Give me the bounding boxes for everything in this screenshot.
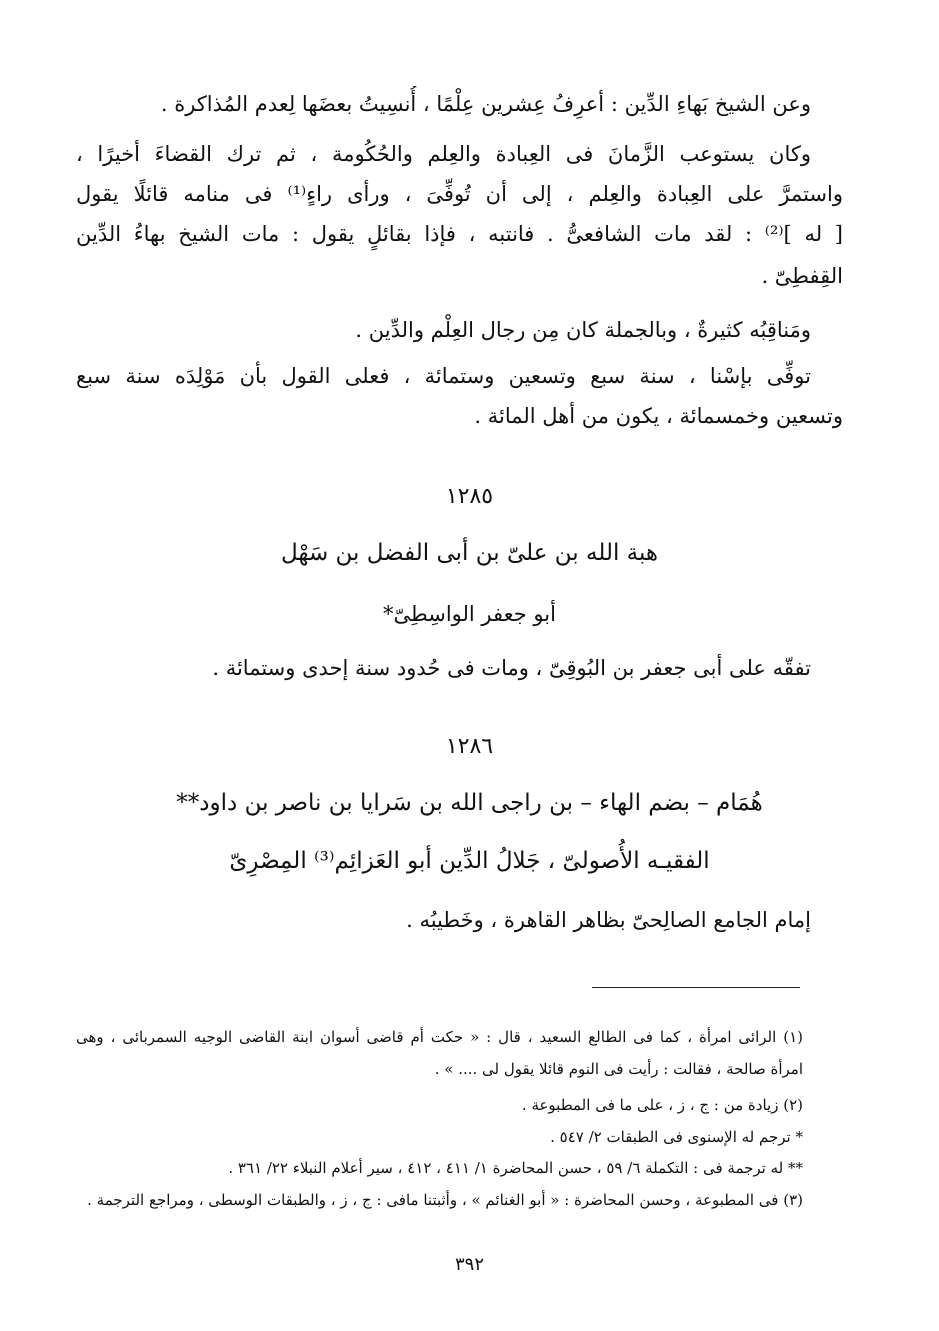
page-number: ٣٩٢ [454, 1254, 484, 1275]
body-line: القِفطِىّ . [761, 264, 843, 288]
body-line: ومَناقِبُه كثيرةٌ ، وبالجملة كان مِن رجال العِلْم والدِّين . [355, 318, 811, 342]
body-line: وتسعين وخمسمائة ، يكون من أهل المائة . [474, 404, 843, 428]
entry-number: ١٢٨٥ [445, 484, 494, 509]
body-line: وكان يستوعب الزَّمانَ فى العِبادة والعِلم والحُكُومة ، ثم ترك القضاءَ أخيرًا ، [76, 142, 811, 166]
entry-name: هبة الله بن علىّ بن أبى الفضل بن سَهْل [280, 540, 659, 566]
entry-kunya: أبو جعفر الواسِطِىّ* [383, 602, 556, 626]
footnote: * ترجم له الإسنوى فى الطبقات ٢/ ٥٤٧ . [550, 1128, 803, 1146]
entry-number: ١٢٨٦ [445, 734, 494, 759]
footnote: (٢) زيادة من : ج ، ز ، على ما فى المطبوعة . [521, 1096, 803, 1114]
body-line: [ له ]⁽²⁾ : لقد مات الشافعىُّ . فانتبه ، فإذا بقائلٍ يقول : مات الشيخ بهاءُ الدِّين [76, 222, 843, 246]
footnote: امرأة صالحة ، فقالت : رأيت فى النوم قائلا يقول لى .... » . [434, 1060, 803, 1078]
footnote: (٣) فى المطبوعة ، وحسن المحاضرة : « أبو الغنائم » ، وأثبتنا مافى : ج ، ز ، والطبقات الوسطى ، ومراجع الترجمة . [87, 1191, 803, 1209]
entry-kunya: الفقيـه الأُصولىّ ، جَلالُ الدِّين أبو العَزائِم⁽³⁾ المِصْرِىّ [229, 848, 710, 874]
entry-text: تفقّه على أبى جعفر بن البُوقِىّ ، ومات فى حُدود سنة إحدى وستمائة . [212, 656, 811, 680]
body-line: وعن الشيخ بَهاءِ الدِّين : أعرِفُ عِشرين عِلْمًا ، أُنسِيتُ بعضَها لِعدم المُذاكرة . [160, 92, 811, 116]
footnote: ** له ترجمة فى : التكملة ٦/ ٥٩ ، حسن المحاضرة ١/ ٤١١ ، ٤١٢ ، سير أعلام النبلاء ٢٢/ ٣٦١ . [228, 1159, 803, 1177]
entry-text: إمام الجامع الصالِحىّ بظاهر القاهرة ، وخَطيبُه . [406, 908, 811, 932]
body-line: توفِّى بإسْنا ، سنة سبع وتسعين وستمائة ، فعلى القول بأن مَوْلِدَه سنة سبع [76, 364, 811, 388]
entry-name: هُمَام – بضم الهاء – بن راجى الله بن سَرايا بن ناصر بن داود** [176, 790, 763, 816]
footnote: (١) الرائى امرأة ، كما فى الطالع السعيد ، قال : « حكت أم قاضى أسوان ابنة القاضى الوجيه السمربائى ، وهى [76, 1028, 803, 1046]
body-line: واستمرَّ على العِبادة والعِلم ، إلى أن تُوفِّىَ ، ورأى راءٍ⁽¹⁾ فى منامه قائلًا يقول [76, 182, 843, 206]
footnote-separator [592, 987, 800, 988]
